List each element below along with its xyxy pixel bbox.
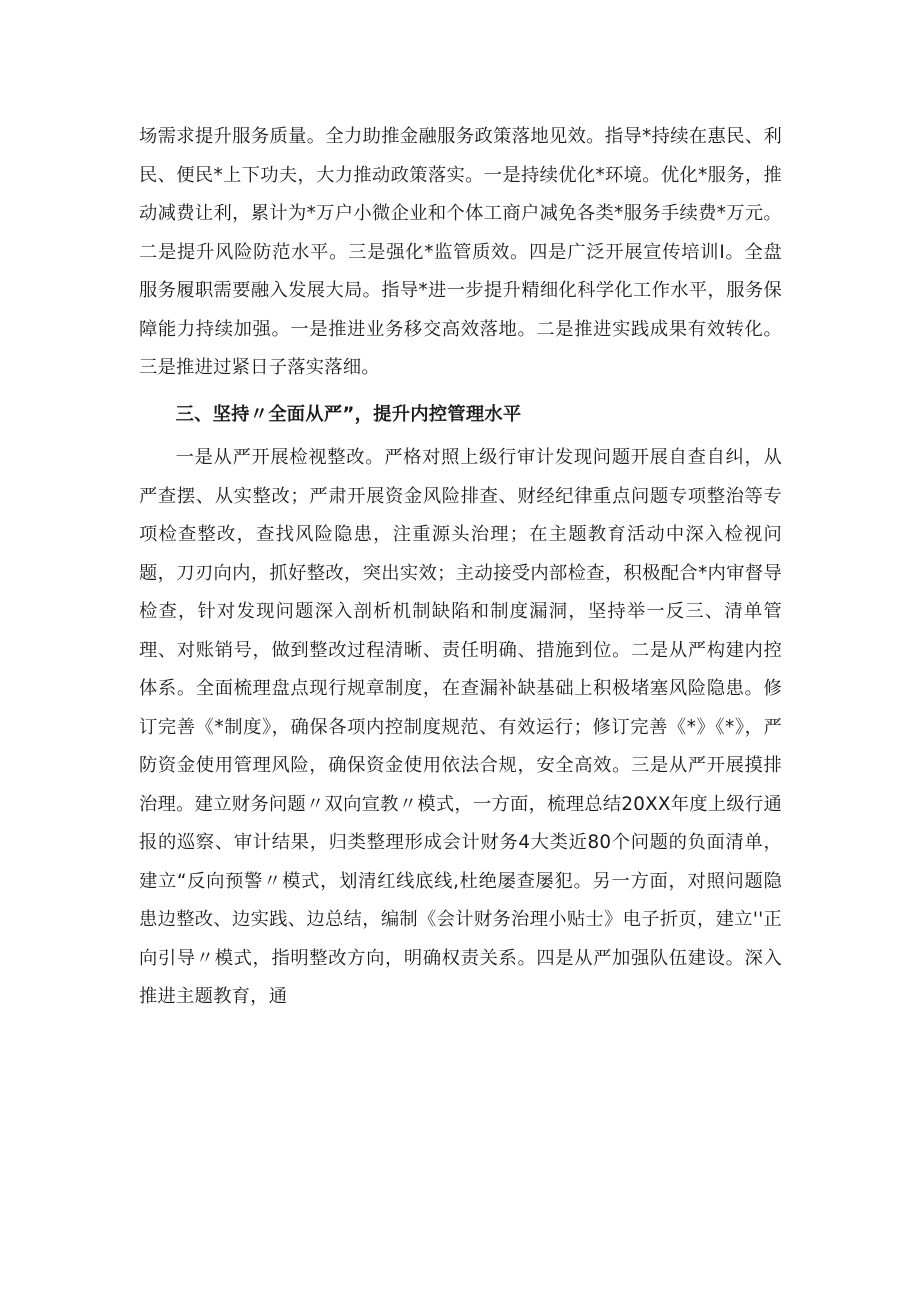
document-body: [139, 118, 782, 1017]
paragraph-section-body: 一是从严开展检视整改。严格对照上级行审计发现问题开展自查自纠，从严查摆、从实整改；严肃开展资金风险排查、财经纪律重点问题专项整治等专项检查整改，查找风险隐患，注重源头治理；在主题教育活动中深入检视问题，刀刃向内，抓好整改，突出实效；主动接受内部检查，积极配合*内审督导检查，针对发现问题深入剖析机制缺陷和制度漏洞，坚持举一反三、清单管理、对账销号，做到整改过程清晰、责任明确、措施到位。二是从严构建内控体系。全面梳理盘点现行规章制度，在查漏补缺基础上积极堵塞风险隐患。修订完善《*制度》，确保各项内控制度规范、有效运行；修订完善《*》《*》，严防资金使用管理风险，确保资金使用依法合规，安全高效。三是从严开展摸排治理。建立财务问题〃双向宣教〃模式，一方面，梳理总结20XX年度上级行通报的巡察、审计结果，归类整理形成会计财务4大类近80个问题的负面清单，建立“反向预警〃模式，划清红线底线,杜绝屡查屡犯。另一方面，对照问题隐患边整改、边实践、边总结，编制《会计财务治理小贴士》电子折页，建立''正向引导〃模式，指明整改方向，明确权责关系。四是从严加强队伍建设。深入推进主题教育，通: [139, 447, 782, 1007]
section-heading: 三、坚持〃全面从严”，提升内控管理水平: [175, 403, 522, 425]
paragraph-continuation: 场需求提升服务质量。全力助推金融服务政策落地见效。指导*持续在惠民、利民、便民*上下功夫，大力推动政策落实。一是持续优化*环境。优化*服务，推动减费让利，累计为*万户小微企业和个体工商户减免各类*服务手续费*万元。二是提升风险防范水平。三是强化*监管质效。四是广泛开展宣传培训I。全盘服务履职需要融入发展大局。指导*进一步提升精细化科学化工作水平，服务保障能力持续加强。一是推进业务移交高效落地。二是推进实践成果有效转化。三是推进过紧日子落实落细。: [139, 126, 782, 378]
